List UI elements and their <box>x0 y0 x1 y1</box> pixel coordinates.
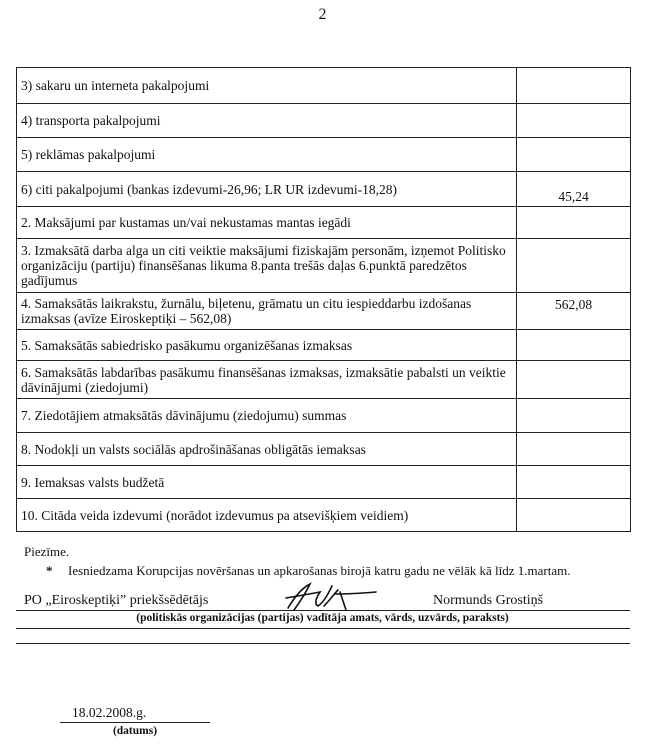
row-amount: 45,24 <box>517 172 631 207</box>
table-row <box>17 330 631 361</box>
row-label: 2. Maksājumi par kustamas un/vai nekustamas mantas iegādi <box>17 207 517 239</box>
row-label: 10. Citāda veida izdevumi (norādot izdevumus pa atsevišķiem veidiem) <box>17 499 517 532</box>
divider-line <box>16 628 630 629</box>
row-label: 9. Iemaksas valsts budžetā <box>17 466 517 499</box>
table-row <box>17 207 631 239</box>
divider-line <box>16 643 630 644</box>
row-amount <box>517 239 631 293</box>
expenses-table <box>16 67 631 532</box>
row-label: 5. Samaksātās sabiedrisko pasākumu organizēšanas izmaksas <box>17 330 517 361</box>
row-label: 7. Ziedotājiem atmaksātās dāvinājumu (ziedojumu) summas <box>17 399 517 433</box>
handwritten-signature <box>280 580 380 614</box>
row-label: 6. Samaksātās labdarības pasākumu finansēšanas izmaksas, izmaksātie pabalsti un veiktie dāvinājumi (ziedojumi) <box>17 361 517 399</box>
table-row <box>17 466 631 499</box>
row-amount: 562,08 <box>517 293 631 330</box>
table-row <box>17 433 631 466</box>
table-row <box>17 499 631 532</box>
note-heading: Piezīme. <box>24 544 70 559</box>
table-row <box>17 172 631 207</box>
row-amount <box>517 361 631 399</box>
row-amount <box>517 104 631 138</box>
row-amount <box>517 433 631 466</box>
row-label: 4) transporta pakalpojumi <box>17 104 517 138</box>
table-row <box>17 399 631 433</box>
date-line <box>60 722 210 723</box>
table-row <box>17 239 631 293</box>
row-label: 3. Izmaksātā darba alga un citi veiktie maksājumi fiziskajām personām, izņemot Politisko organizāciju (partiju) finansēšanas likuma 8.panta trešās daļas 6.punktā paredzētos gadījumus <box>17 239 517 293</box>
row-label: 4. Samaksātās laikrakstu, žurnālu, biļetenu, grāmatu un citu iespieddarbu izdošanas izmaksas (avīze Eiroskeptiķi – 562,08) <box>17 293 517 330</box>
row-label: 6) citi pakalpojumi (bankas izdevumi-26,96; LR UR izdevumi-18,28) <box>17 172 517 207</box>
row-amount <box>517 138 631 172</box>
signatory-name: Normunds Grostiņš <box>433 593 544 608</box>
row-amount <box>517 466 631 499</box>
row-amount <box>517 499 631 532</box>
page-number: 2 <box>318 6 327 23</box>
note-marker: * <box>46 563 53 578</box>
row-amount <box>517 330 631 361</box>
table-row <box>17 138 631 172</box>
signatory-title: PO „Eiroskeptiķi” priekšsēdētājs <box>24 593 209 608</box>
table-row <box>17 361 631 399</box>
row-label: 3) sakaru un interneta pakalpojumi <box>17 68 517 104</box>
date-value: 18.02.2008.g. <box>72 705 147 720</box>
row-label: 8. Nodokļi un valsts sociālās apdrošināšanas obligātās iemaksas <box>17 433 517 466</box>
row-amount <box>517 207 631 239</box>
note-body <box>46 563 570 579</box>
signature-line <box>16 610 630 611</box>
date-caption: (datums) <box>112 725 158 737</box>
row-label: 5) reklāmas pakalpojumi <box>17 138 517 172</box>
row-amount <box>517 68 631 104</box>
table-row <box>17 293 631 330</box>
table-row <box>17 68 631 104</box>
note-text: Iesniedzama Korupcijas novēršanas un apkarošanas birojā katru gadu ne vēlāk kā līdz 1.martam. <box>68 563 571 578</box>
signature-caption: (politiskās organizācijas (partijas) vadītāja amats, vārds, uzvārds, paraksts) <box>136 612 509 624</box>
row-amount <box>517 399 631 433</box>
table-row <box>17 104 631 138</box>
